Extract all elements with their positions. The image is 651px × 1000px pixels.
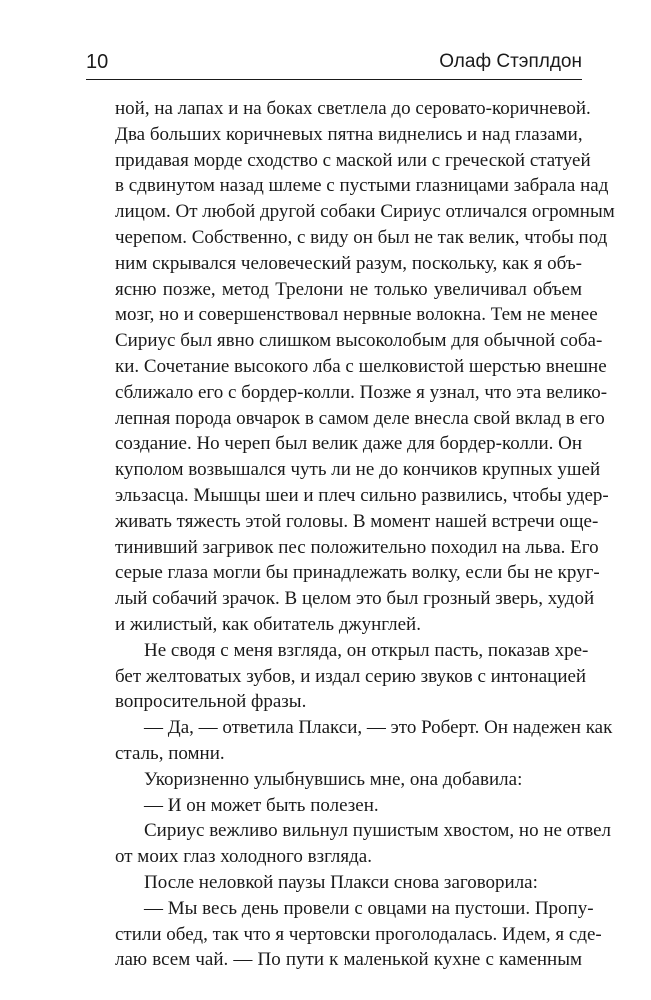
running-head-author: Олаф Стэплдон	[439, 51, 582, 72]
text-line: ясню позже, метод Трелони не только увеличивал объем	[115, 278, 582, 300]
text-line: Сириус был явно слишком высоколобым для обычной соба-	[115, 330, 603, 352]
body-text	[86, 96, 615, 973]
paragraph	[86, 793, 582, 819]
page-header	[86, 50, 582, 80]
paragraph	[86, 896, 602, 973]
header-divider	[86, 79, 582, 80]
text-line: Укоризненно улыбнувшись мне, она добавила:	[144, 768, 523, 790]
paragraph	[86, 767, 582, 793]
text-line: — И он может быть полезен.	[144, 794, 379, 816]
text-line: сближало его с бордер-колли. Позже я узнал, что эта велико-	[115, 381, 608, 403]
text-line: ки. Сочетание высокого лба с шелковистой шерстью внешне	[115, 355, 607, 377]
text-line: ной, на лапах и на боках светлела до серовато-коричневой.	[115, 98, 591, 119]
text-line: лаю всем чай. — По пути к маленькой кухне с каменным	[115, 949, 582, 971]
text-line: эльзасца. Мышцы шеи и плеч сильно развились, чтобы удер-	[115, 484, 609, 506]
paragraph	[86, 638, 589, 715]
text-line: и жилистый, как обитатель джунглей.	[115, 613, 421, 635]
text-line: сталь, помни.	[115, 742, 225, 764]
text-line: ним скрывался человеческий разум, поскольку, как я объ-	[115, 252, 582, 274]
text-line: лый собачий зрачок. В целом это был грозный зверь, худой	[115, 588, 595, 610]
text-line: стили обед, так что я чертовски проголодалась. Идем, я сде-	[115, 923, 602, 945]
text-line: мозг, но и совершенствовал нервные волокна. Тем не менее	[115, 304, 598, 326]
text-line: вопросительной фразы.	[115, 691, 307, 713]
text-line: черепом. Собственно, с виду он был не так велик, чтобы под	[115, 226, 608, 248]
text-line: бет желтоватых зубов, и издал серию звуков с интонацией	[115, 665, 587, 687]
text-line: в сдвинутом назад шлеме с пустыми глазницами забрала над	[115, 175, 609, 197]
text-line: После неловкой паузы Плакси снова заговорила:	[144, 871, 538, 893]
text-line: Не сводя с меня взгляда, он открыл пасть, показав хре-	[144, 639, 589, 661]
text-line: лицом. От любой другой собаки Сириус отличался огромным	[115, 201, 615, 223]
paragraph	[86, 870, 582, 896]
page-number: 10	[86, 51, 109, 73]
text-line: создание. Но череп был велик даже для бордер-колли. Он	[115, 433, 583, 455]
text-line: — Мы весь день провели с овцами на пустоши. Пропу-	[144, 897, 594, 919]
text-line: живать тяжесть этой головы. В момент нашей встречи още-	[115, 510, 599, 532]
text-line: придавая морде сходство с маской или с греческой статуей	[115, 149, 591, 171]
text-line: лепная порода овчарок в самом деле внесла свой вклад в его	[115, 407, 605, 429]
paragraph	[86, 715, 613, 767]
text-line: — Да, — ответила Плакси, — это Роберт. Он надежен как	[144, 717, 613, 739]
text-line: от моих глаз холодного взгляда.	[115, 846, 372, 868]
text-line: серые глаза могли бы принадлежать волку, если бы не круг-	[115, 562, 600, 584]
text-line: Два больших коричневых пятна виднелись и над глазами,	[115, 123, 583, 145]
text-line: тинивший загривок пес положительно походил на льва. Его	[115, 536, 599, 558]
paragraph	[86, 96, 615, 638]
text-line: куполом возвышался чуть ли не до кончиков крупных ушей	[115, 459, 601, 481]
paragraph	[86, 818, 612, 870]
text-line: Сириус вежливо вильнул пушистым хвостом, но не отвел	[144, 820, 612, 842]
